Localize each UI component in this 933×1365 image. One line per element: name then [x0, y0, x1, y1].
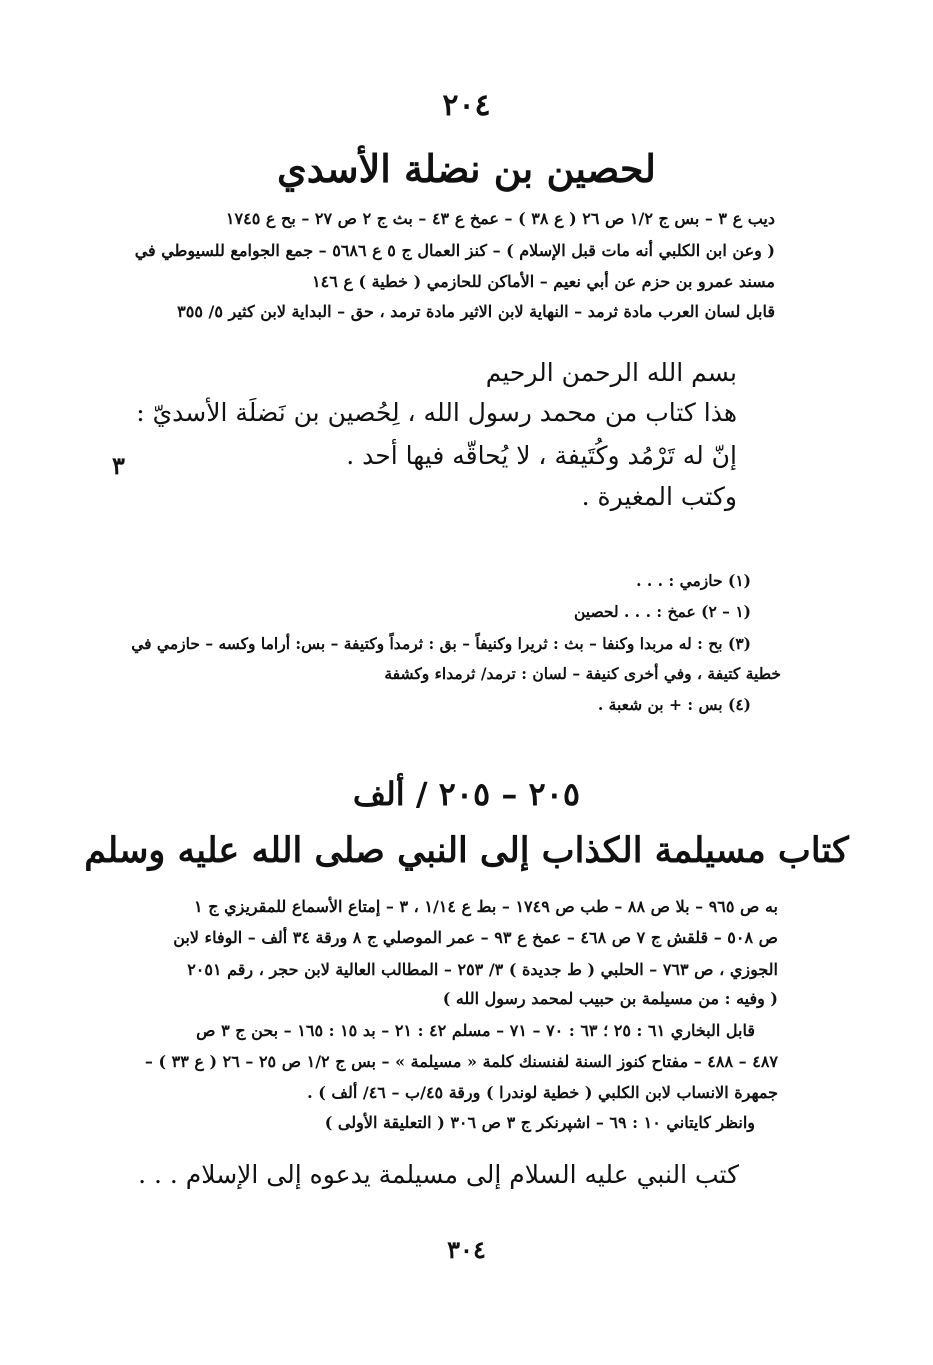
reference-line: ص ٥٠٨ – قلقش ج ٧ ص ٤٦٨ – عمخ ع ٩٣ – عمر الموصلي ج ٨ ورقة ٣٤ ألف – الوفاء لابن [173, 928, 778, 947]
reference-line: الجوزي ، ص ٧٦٣ – الحلبي ( ط جديدة ) ٣/ ٢٥٣ – المطالب العالية لابن حجر ، رقم ٢٠٥١ [187, 960, 778, 979]
page-number: ٣٠٤ [447, 1235, 486, 1264]
footnote-line: (١) حازمي : . . . [636, 571, 751, 590]
document-number: ٢٠٤ [442, 88, 491, 123]
footnote-line: (٣) بح : له مربدا وكنفا – بث : ثريرا وكنيفاً – بق : ثرمداً وكتيفة – بس: أراما وكسه – حازمي في [131, 634, 751, 653]
reference-line: ( وعن ابن الكلبي أنه مات قبل الإسلام ) – كنز العمال ج ٥ ع ٥٦٨٦ – جمع الجوامع للسيوطي في [134, 241, 775, 260]
footnote-line: (١ – ٢) عمخ : . . . لحصين [573, 602, 751, 621]
letter-text-line: هذا كتاب من محمد رسول الله ، لِحُصين بن نَضلَة الأسديّ : [136, 398, 737, 427]
reference-line: به ص ٩٦٥ – بلا ص ٨٨ – طب ص ١٧٤٩ – بط ع ١/١٤ ، ٣ – إمتاع الأسماع للمقريزي ج ١ [194, 897, 778, 916]
margin-number: ٣ [112, 451, 125, 480]
document-number: ٢٠٥ – ٢٠٥ / ألف [352, 775, 581, 813]
reference-line: مسند عمرو بن حزم عن أبي نعيم – الأماكن للحازمي ( خطية ) ع ١٤٦ [312, 272, 775, 291]
footnote-line: (٤) بس : + بن شعبة . [597, 695, 751, 714]
reference-line: جمهرة الانساب لابن الكلبي ( خطية لوندرا ) ورقة ٤٥/ب – ٤٦/ ألف ) . [307, 1083, 778, 1102]
letter-text-line: كتب النبي عليه السلام إلى مسيلمة يدعوه إلى الإسلام . . . [138, 1160, 739, 1189]
footnote-line: خطية كتيفة ، وفي أخرى كنيفة – لسان : ترمد/ ثرمداء وكشفة [384, 664, 781, 683]
reference-line: ( وفيه : من مسيلمة بن حبيب لمحمد رسول الله ) [442, 989, 778, 1008]
document-title: لحصين بن نضلة الأسدي [277, 146, 656, 191]
reference-line: قابل البخاري ٦١ : ٢٥ ؛ ٦٣ : ٧٠ – ٧١ – مسلم ٤٢ : ٢١ – بد ١٥ : ١٦٥ – بحن ج ٣ ص [196, 1021, 755, 1040]
reference-line: وانظر كايتاني ١٠ : ٦٩ – اشپرنكر ج ٣ ص ٣٠٦ ( التعليقة الأولى ) [324, 1113, 755, 1132]
reference-line: ديب ع ٣ – بس ج ١/٢ ص ٢٦ ( ع ٣٨ ) – عمخ ع ٤٣ – بث ج ٢ ص ٢٧ – بح ع ١٧٤٥ [225, 209, 775, 228]
reference-line: قابل لسان العرب مادة ثرمد – النهاية لابن الاثير مادة ترمد ، حق – البداية لابن كثير ٥/ ٣٥٥ [177, 302, 775, 321]
reference-line: ٤٨٧ – ٤٨٨ – مفتاح كنوز السنة لفنسنك كلمة « مسيلمة » – بس ج ١/٢ ص ٢٥ – ٢٦ ( ع ٣٣ ) – [144, 1052, 778, 1071]
letter-text-line: إنّ له تَرْمُد وكُتَيفة ، لا يُحاقّه فيها أحد . [346, 441, 737, 470]
letter-text-line: بسم الله الرحمن الرحيم [485, 358, 737, 387]
document-title: كتاب مسيلمة الكذاب إلى النبي صلى الله عليه وسلم [84, 830, 849, 871]
letter-text-line: وكتب المغيرة . [581, 482, 737, 511]
